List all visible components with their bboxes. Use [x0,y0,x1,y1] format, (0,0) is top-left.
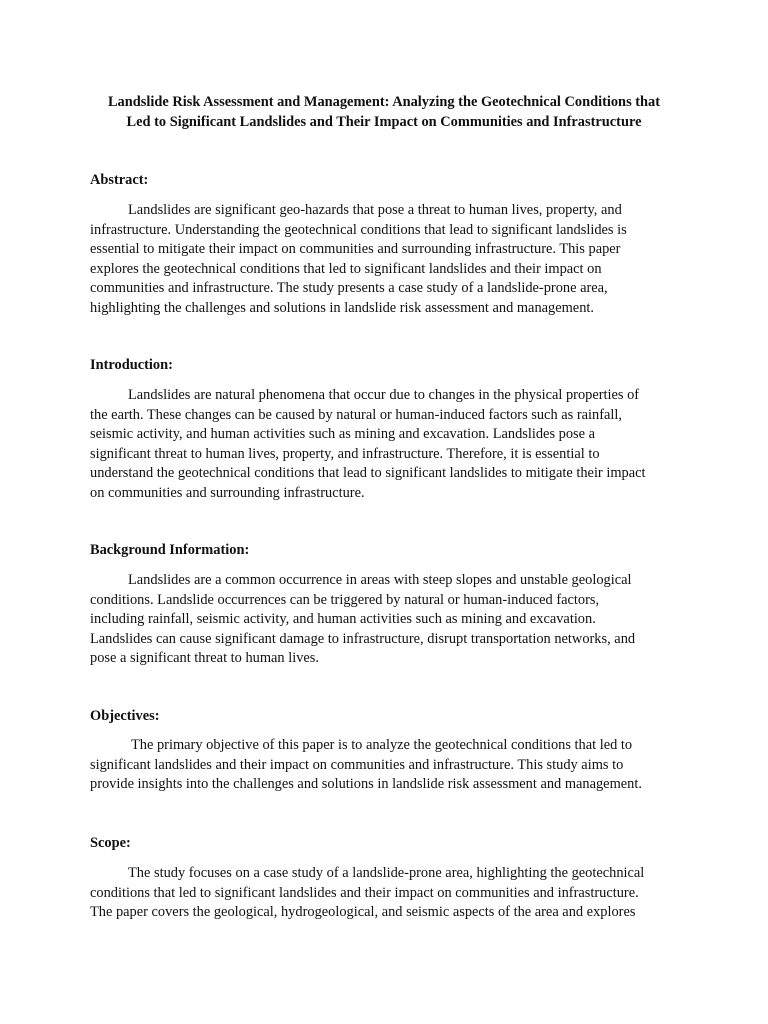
paragraph-line: on communities and surrounding infrastructure. [90,484,365,501]
abstract-heading: Abstract: [90,172,149,188]
paragraph-line: Landslides are a common occurrence in areas with steep slopes and unstable geological [128,572,632,588]
scope-paragraph [90,864,678,923]
title-line: Landslide Risk Assessment and Management: Analyzing the Geotechnical Conditions that [107,94,661,110]
document-title [80,93,688,132]
introduction-heading: Introduction: [90,357,173,373]
paragraph-line: Landslides are significant geo-hazards that pose a threat to human lives, property, and [128,202,622,218]
paragraph-line: explores the geotechnical conditions that led to significant landslides and their impact on [90,260,602,277]
introduction-paragraph [90,386,678,503]
paragraph-line: provide insights into the challenges and solutions in landslide risk assessment and management. [90,776,642,792]
paragraph-line: Landslides are natural phenomena that occur due to changes in the physical properties of [128,387,640,403]
paragraph-line: understand the geotechnical conditions that lead to significant landslides to mitigate their impact [90,465,646,481]
paragraph-line: communities and infrastructure. The study presents a case study of a landslide-prone area, [90,280,608,296]
objectives-paragraph [90,736,678,795]
title-line: Led to Significant Landslides and Their Impact on Communities and Infrastructure [126,113,642,130]
paragraph-line: significant landslides and their impact on communities and infrastructure. This study aims to [90,756,624,773]
abstract-paragraph [90,201,678,318]
paragraph-line: conditions that led to significant landslides and their impact on communities and infrastructure. [90,884,639,901]
paragraph-line: conditions. Landslide occurrences can be triggered by natural or human-induced factors, [90,591,600,608]
paragraph-line: including rainfall, seismic activity, and human activities such as mining and excavation. [90,611,596,627]
background-heading: Background Information: [90,542,250,558]
paragraph-line: essential to mitigate their impact on communities and surrounding infrastructure. This paper [90,241,621,257]
paragraph-line: seismic activity, and human activities such as mining and excavation. Landslides pose a [90,426,596,442]
scope-heading: Scope: [90,835,131,851]
paragraph-line: pose a significant threat to human lives. [90,650,319,666]
objectives-heading: Objectives: [90,708,160,724]
paragraph-line: significant threat to human lives, property, and infrastructure. Therefore, it is essential to [90,445,600,462]
paragraph-line: The paper covers the geological, hydrogeological, and seismic aspects of the area and explores [90,904,636,920]
paragraph-line: The primary objective of this paper is to analyze the geotechnical conditions that led to [131,737,633,753]
paragraph-line: highlighting the challenges and solutions in landslide risk assessment and management. [90,299,594,316]
paragraph-line: the earth. These changes can be caused by natural or human-induced factors such as rainfall, [90,406,622,423]
paragraph-line: infrastructure. Understanding the geotechnical conditions that lead to significant landslides is [90,221,627,238]
paragraph-line: Landslides can cause significant damage to infrastructure, disrupt transportation networks, and [90,630,636,647]
background-paragraph [90,571,678,669]
paragraph-line: The study focuses on a case study of a landslide-prone area, highlighting the geotechnical [128,865,645,881]
